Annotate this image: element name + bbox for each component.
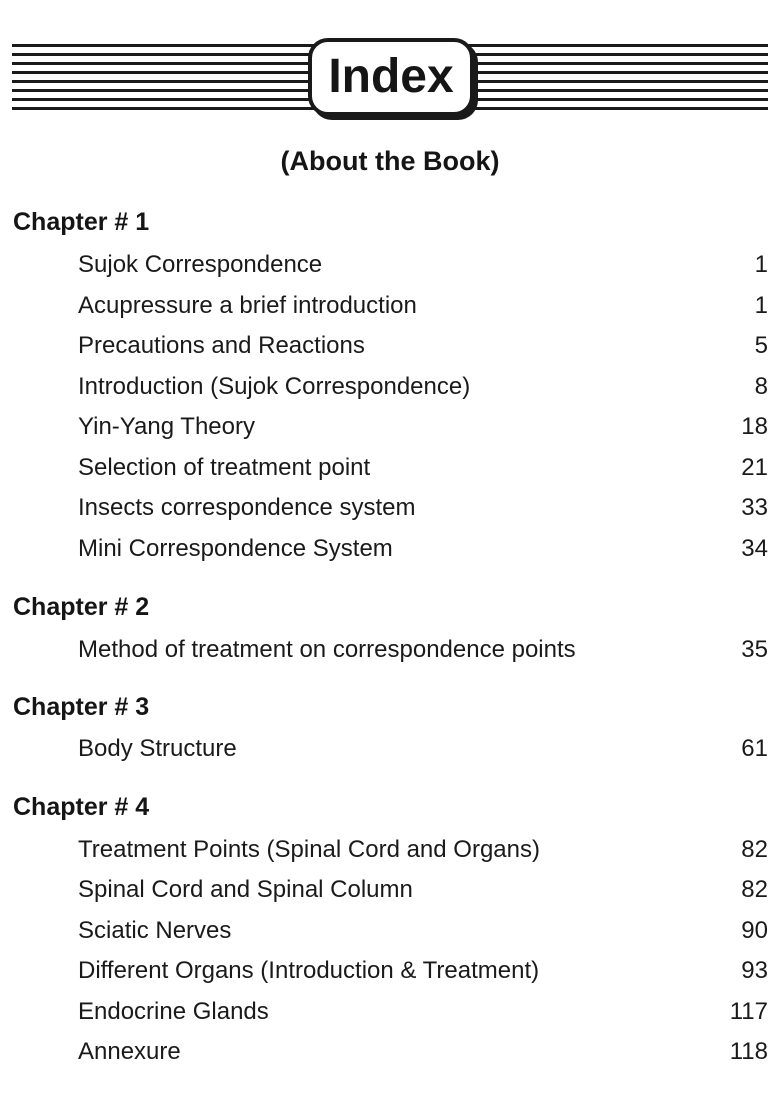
entry-page-number: 33 <box>741 494 768 521</box>
entry-page-number: 82 <box>741 876 768 903</box>
toc-entry[interactable] <box>78 636 768 668</box>
entry-label: Insects correspondence system <box>78 494 416 521</box>
entry-label: Sciatic Nerves <box>78 917 232 944</box>
entry-page-number: 5 <box>754 332 768 359</box>
entry-page-number: 118 <box>729 1038 768 1065</box>
toc-entry[interactable] <box>78 735 768 767</box>
entry-label: Acupressure a brief introduction <box>78 292 417 319</box>
entry-page-number: 82 <box>741 836 768 863</box>
entry-label: Selection of treatment point <box>78 454 371 481</box>
page-subtitle: (About the Book) <box>280 146 500 176</box>
entry-page-number: 61 <box>741 735 768 762</box>
entry-label: Method of treatment on correspondence points <box>78 636 576 663</box>
entry-page-number: 1 <box>754 292 768 319</box>
entry-label: Body Structure <box>78 735 237 762</box>
entry-label: Treatment Points (Spinal Cord and Organs) <box>78 836 540 863</box>
entry-page-number: 117 <box>729 998 768 1025</box>
chapter-heading: Chapter # 1 <box>13 208 150 236</box>
page-title: Index <box>328 50 454 103</box>
toc-entry[interactable] <box>78 292 768 324</box>
toc-entry[interactable] <box>78 535 768 567</box>
entry-label: Different Organs (Introduction & Treatment) <box>78 957 540 984</box>
entry-page-number: 35 <box>741 636 768 663</box>
entry-label: Yin-Yang Theory <box>78 413 255 440</box>
entry-page-number: 34 <box>741 535 768 562</box>
chapter-heading: Chapter # 2 <box>13 593 150 621</box>
index-header-banner <box>12 42 768 116</box>
toc-entry[interactable] <box>78 332 768 364</box>
entry-label: Mini Correspondence System <box>78 535 393 562</box>
toc-entry[interactable] <box>78 373 768 405</box>
toc-entry[interactable] <box>78 998 768 1030</box>
toc-entry[interactable] <box>78 917 768 949</box>
entry-page-number: 93 <box>741 957 768 984</box>
title-box <box>308 38 474 116</box>
entry-label: Introduction (Sujok Correspondence) <box>78 373 471 400</box>
entry-label: Endocrine Glands <box>78 998 269 1025</box>
toc-entry[interactable] <box>78 251 768 283</box>
entry-label: Sujok Correspondence <box>78 251 323 278</box>
toc-entry[interactable] <box>78 494 768 526</box>
entry-label: Precautions and Reactions <box>78 332 365 359</box>
toc-entry[interactable] <box>78 836 768 868</box>
chapter-heading: Chapter # 3 <box>13 693 150 721</box>
toc-entry[interactable] <box>78 876 768 908</box>
entry-page-number: 90 <box>741 917 768 944</box>
entry-label: Annexure <box>78 1038 181 1065</box>
entry-page-number: 8 <box>754 373 768 400</box>
toc-entry[interactable] <box>78 1038 768 1070</box>
entry-page-number: 21 <box>741 454 768 481</box>
entry-page-number: 1 <box>754 251 768 278</box>
toc-entry[interactable] <box>78 454 768 486</box>
chapter-heading: Chapter # 4 <box>13 793 150 821</box>
entry-label: Spinal Cord and Spinal Column <box>78 876 413 903</box>
entry-page-number: 18 <box>741 413 768 440</box>
toc-entry[interactable] <box>78 957 768 989</box>
toc-entry[interactable] <box>78 413 768 445</box>
